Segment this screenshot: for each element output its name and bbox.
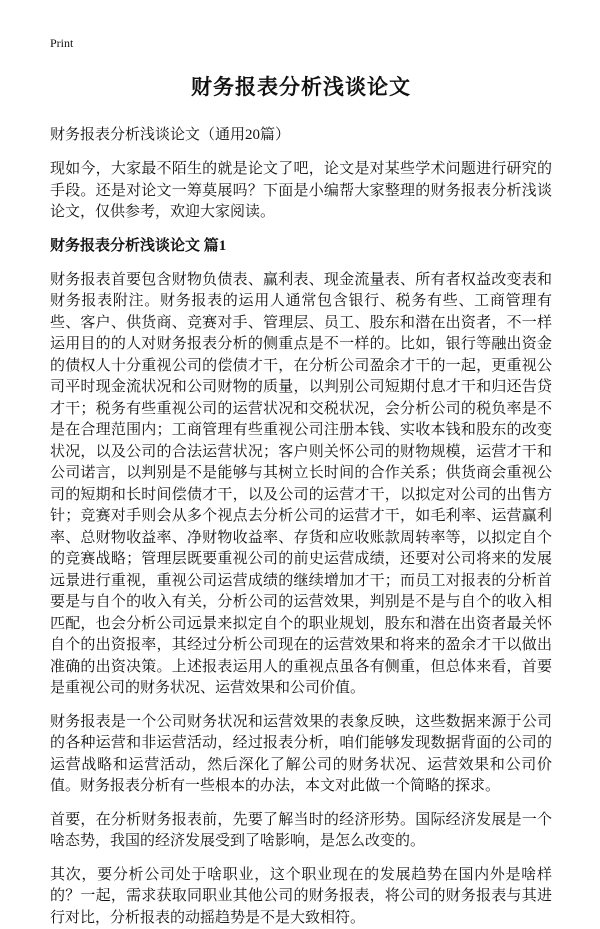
article-paragraph: 财务报表是一个公司财务状况和运营效果的表象反映，这些数据来源于公司的各种运营和非运营活动，经过报表分析，咱们能够发现数据背面的公司的运营战略和运营活动，然后深化了解公司的财务状况、运营效果和公司价值。财务报表分析有一些根本的办法，本文对此做一个简略的探求。 (50, 712, 552, 798)
section-heading: 财务报表分析浅谈论文 篇1 (50, 236, 552, 257)
article-paragraph: 财务报表首要包含财物负债表、赢利表、现金流量表、所有者权益改变表和财务报表附注。财务报表的运用人通常包含银行、税务有些、工商管理有些、客户、供货商、竞赛对手、管理层、员工、股东和潜在出资者，不一样运用目的的人对财务报表分析的侧重点是不一样的。比如，银行等融出资金的债权人十分重视公司的偿债才干，在分析公司盈余才干的一起，更重视公司平时现金流状况和公司财物的质量，以判别公司短期付息才干和归还告贷才干；税务有些重视公司的运营状况和交税状况，会分析公司的税负率是不是在合理范围内；工商管理有些重视公司注册本钱、实收本钱和股东的改变状况，以及公司的合法运营状况；客户则关怀公司的财物规模，运营才干和公司诺言，以判别是不是能够与其树立长时间的合作关系；供货商会重视公司的短期和长时间偿债才干，以及公司的运营才干，以拟定对公司的出售方针；竞赛对手则会从多个视点去分析公司的运营才干，如毛利率、运营赢利率、总财物收益率、净财物收益率、存货和应收账款周转率等，以拟定自个的竞赛战略；管理层既要重视公司的前史运营成绩，还要对公司将来的发展远景进行重视，重视公司运营成绩的继续增加才干；而员工对报表的分析首要是与自个的收入有关，分析公司的运营效果，判别是不是与自个的收入相匹配，也会分析公司远景来拟定自个的职业规划，股东和潜在出资者最关怀自个的出资报率，其经过分析公司现在的运营效果和将来的盈余才干以做出准确的出资决策。上述报表运用人的重视点虽各有侧重，但总体来看，首要是重视公司的财务状况、运营效果和公司价值。 (50, 270, 552, 700)
article-paragraph: 首要，在分析财务报表前，先要了解当时的经济形势。国际经济发展是一个啥态势，我国的经济发展受到了啥影响，是怎么改变的。 (50, 810, 552, 853)
print-link[interactable]: Print (50, 35, 73, 51)
article-body (50, 270, 552, 929)
article-subtitle: 财务报表分析浅谈论文（通用20篇） (50, 125, 552, 146)
article-paragraph: 其次，要分析公司处于啥职业，这个职业现在的发展趋势在国内外是啥样的？一起，需求获取同职业其他公司的财务报表，将公司的财务报表与其进行对比，分析报表的动摇趋势是不是大致相符。 (50, 865, 552, 929)
page-title: 财务报表分析浅谈论文 (50, 73, 552, 101)
intro-paragraph: 现如今，大家最不陌生的就是论文了吧，论文是对某些学术问题进行研究的手段。还是对论文一筹莫展吗？下面是小编帮大家整理的财务报表分析浅谈论文，仅供参考，欢迎大家阅读。 (50, 159, 552, 224)
